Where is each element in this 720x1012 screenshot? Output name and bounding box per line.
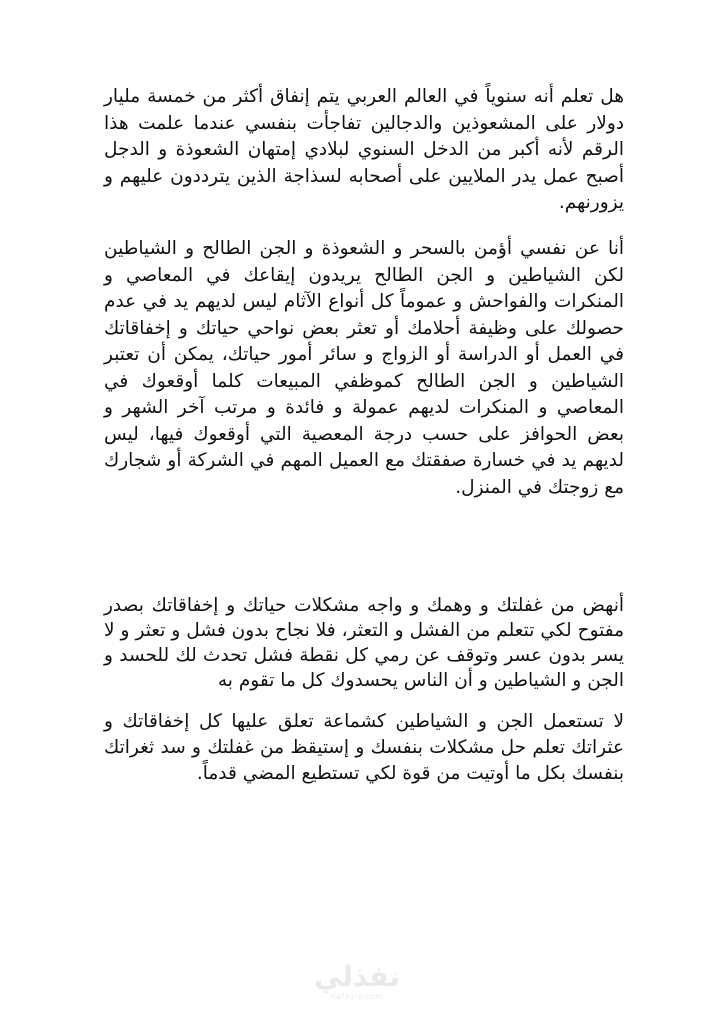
paragraph-wake-up: أنهض من غفلتك و وهمك و واجه مشكلات حياتك و إخفاقاتك بصدر مفتوح لكي تتعلم من الفشل و التعثر، فلا نجاح بدون فشل و تعثر و لا يسر بدون عسر وتوقف عن رمي كل نقطة فشل تحدث لك للحسد و الجن و الشياطين و أن الناس يحسدوك كل ما تقوم به: [104, 595, 624, 691]
paragraph-dont-blame-jinn: لا تستعمل الجن و الشياطين كشماعة تعلق عليها كل إخفاقاتك و عثراتك تعلم حل مشكلات بنفسك و إستيقظ من غفلتك و سد ثغراتك بنفسك بكل ما أوتيت من قوة لكي تستطيع المضي قدماً.: [104, 711, 624, 784]
watermark-url: nafezly.com: [330, 992, 384, 1001]
watermark-logo-text: نفذلي: [314, 960, 400, 993]
watermark-logo: [312, 962, 402, 1008]
paragraph-belief-in-jinn: أنا عن نفسي أؤمن بالسحر و الشعوذة و الجن الطالح و الشياطين لكن الشياطين و الجن الطالح يريدون إيقاعك في المعاصي و المنكرات والفواحش و عموماً كل أنواع الآثام ليس لديهم يد في عدم حصولك على وظيفة أحلامك أو تعثر بعض نواحي حياتك و إخفاقاتك في العمل أو الدراسة أو الزواج و سائر أمور حياتك، يمكن أن تعتبر الشياطين و الجن الطالح كموظفي المبيعات كلما أوقعوك في المعاصي و المنكرات لديهم عمولة و فائدة و مرتب آخر الشهر و بعض الحوافز على حسب درجة المعصية التي أوقعوك فيها، ليس لديهم يد في خسارة صفقتك مع العميل المهم في الشركة أو شجارك مع زوجتك في المنزل.: [104, 238, 624, 498]
paragraph-spending-on-sorcery: هل تعلم أنه سنوياً في العالم العربي يتم إنفاق أكثر من خمسة مليار دولار على المشعوذين والدجالين تفاجأت بنفسي عندما علمت هذا الرقم لأنه أكبر من الدخل السنوي لبلادي إمتهان الشعوذة و الدجل أصبح عمل يدر الملايين على أصحابه لسذاجة الذين يترددون عليهم و يزورنهم.: [104, 86, 624, 213]
